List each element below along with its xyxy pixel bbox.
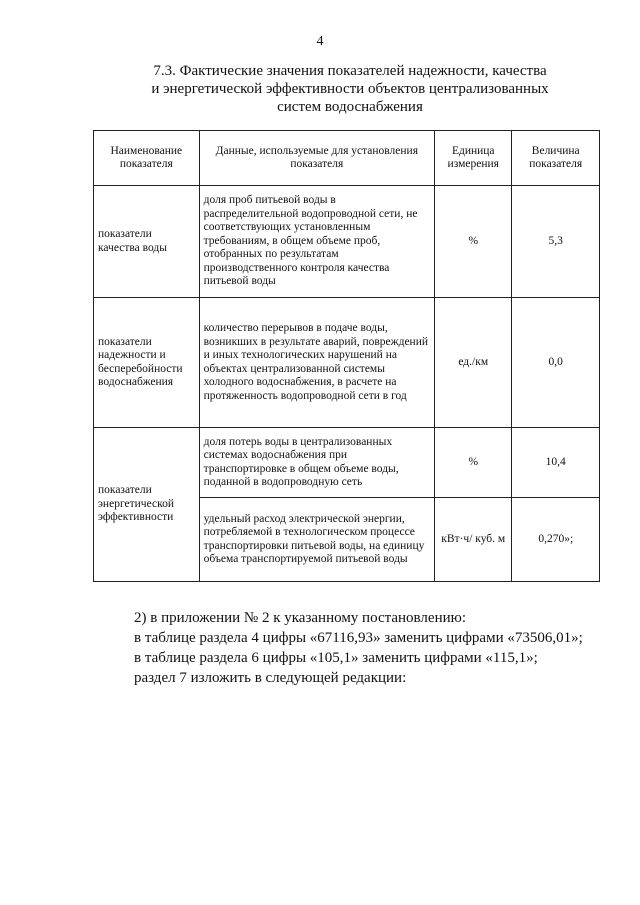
section-heading bbox=[120, 62, 580, 116]
indicators-table bbox=[93, 130, 600, 582]
indicator-unit: ед./км bbox=[435, 298, 512, 428]
indicator-data: удельный расход электрической энергии, потребляемой в технологическом процессе транспортировки питьевой воды, на единицу объема транспортируемой питьевой воды bbox=[199, 498, 434, 582]
indicator-name: показатели надежности и бесперебойности водоснабжения bbox=[94, 298, 200, 428]
table-row bbox=[94, 428, 600, 498]
heading-line: и энергетической эффективности объектов централизованных bbox=[151, 81, 549, 97]
header-unit: Единица измерения bbox=[435, 131, 512, 186]
table-header-row bbox=[94, 131, 600, 186]
indicator-value: 0,0 bbox=[512, 298, 600, 428]
indicator-value: 0,270»; bbox=[512, 498, 600, 582]
header-indicator-name: Наименование показателя bbox=[94, 131, 200, 186]
table-row bbox=[94, 298, 600, 428]
indicator-unit: % bbox=[435, 186, 512, 298]
body-line: раздел 7 изложить в следующей редакции: bbox=[134, 670, 407, 686]
amendment-text bbox=[134, 608, 624, 688]
header-data-used: Данные, используемые для установления показателя bbox=[199, 131, 434, 186]
page-number: 4 bbox=[316, 34, 324, 49]
indicator-data: количество перерывов в подаче воды, возникших в результате аварий, повреждений и иных технологических нарушений на объектах централизованной системы холодного водоснабжения, в расчете на протяженность водопроводной сети в год bbox=[199, 298, 434, 428]
heading-line: систем водоснабжения bbox=[277, 99, 423, 115]
indicator-unit: кВт·ч/ куб. м bbox=[435, 498, 512, 582]
indicator-value: 5,3 bbox=[512, 186, 600, 298]
body-line: 2) в приложении № 2 к указанному постановлению: bbox=[134, 610, 466, 626]
indicator-name: показатели энергетической эффективности bbox=[94, 428, 200, 582]
indicator-data: доля проб питьевой воды в распределительной водопроводной сети, не соответствующих установленным требованиям, в общем объеме проб, отобранных по результатам производственного контроля качества питьевой воды bbox=[199, 186, 434, 298]
indicator-name: показатели качества воды bbox=[94, 186, 200, 298]
indicator-unit: % bbox=[435, 428, 512, 498]
indicator-data: доля потерь воды в централизованных системах водоснабжения при транспортировке в общем объеме воды, поданной в водопроводную сеть bbox=[199, 428, 434, 498]
indicator-value: 10,4 bbox=[512, 428, 600, 498]
heading-line: 7.3. Фактические значения показателей надежности, качества bbox=[153, 63, 547, 79]
table-row bbox=[94, 186, 600, 298]
body-line: в таблице раздела 6 цифры «105,1» заменить цифрами «115,1»; bbox=[134, 650, 538, 666]
header-value: Величина показателя bbox=[512, 131, 600, 186]
body-line: в таблице раздела 4 цифры «67116,93» заменить цифрами «73506,01»; bbox=[134, 630, 583, 646]
